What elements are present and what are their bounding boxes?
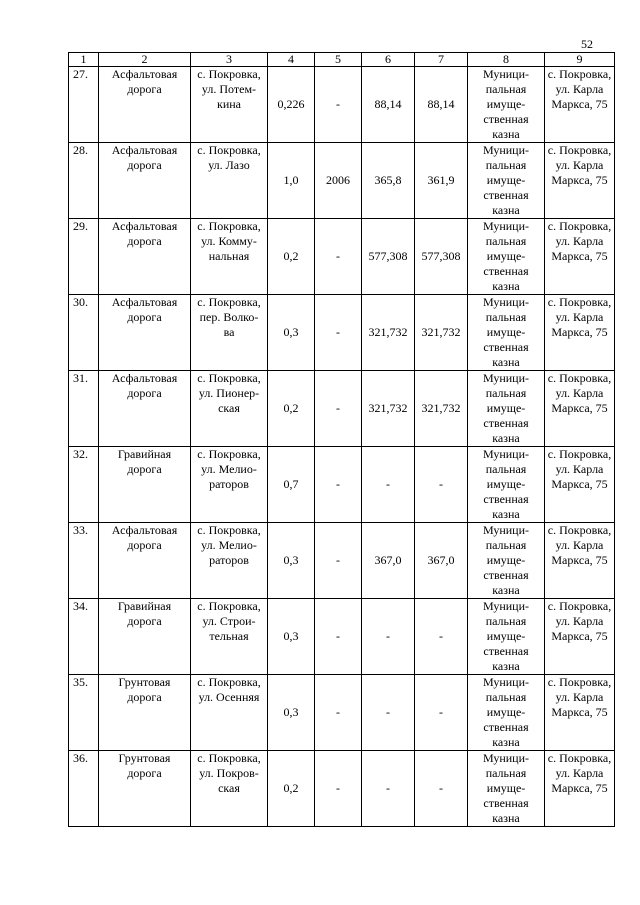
- ownership-cell-line: казна: [492, 431, 520, 445]
- length-cell: 0,3: [268, 295, 315, 371]
- holder-address-cell-line: ул. Карла: [555, 462, 604, 476]
- holder-address-cell-line: ул. Карла: [555, 158, 604, 172]
- table-row: [69, 143, 615, 219]
- ownership-cell-line: ственная: [483, 264, 529, 278]
- cost-cell: 577,308: [362, 219, 415, 295]
- object-name-cell-line: Асфальтовая: [111, 295, 178, 309]
- holder-address-cell-line: с. Покровка,: [547, 295, 612, 309]
- object-name-cell: [99, 751, 191, 827]
- row-number-cell: 32.: [69, 447, 99, 523]
- ownership-cell-line: ственная: [483, 796, 529, 810]
- holder-address-cell-line: с. Покровка,: [547, 219, 612, 233]
- object-name-cell: [99, 67, 191, 143]
- ownership-cell: [468, 675, 545, 751]
- ownership-cell-line: ственная: [483, 644, 529, 658]
- address-cell-line: ул. Комму-: [201, 234, 257, 248]
- ownership-cell-line: Муници-: [482, 523, 530, 537]
- year-cell: -: [315, 751, 362, 827]
- ownership-cell-line: имуще-: [486, 249, 526, 263]
- balance-cell: -: [415, 447, 468, 523]
- table-row: [69, 67, 615, 143]
- column-header: 6: [362, 53, 415, 67]
- address-cell: [191, 219, 268, 295]
- object-name-cell-line: Асфальтовая: [111, 219, 178, 233]
- ownership-cell-line: Муници-: [482, 675, 530, 689]
- cost-cell: 321,732: [362, 371, 415, 447]
- object-name-cell-line: дорога: [127, 690, 162, 704]
- ownership-cell-line: казна: [492, 659, 520, 673]
- object-name-cell: [99, 675, 191, 751]
- holder-address-cell: [545, 675, 615, 751]
- ownership-cell-line: Муници-: [482, 295, 530, 309]
- property-registry-table: [68, 52, 615, 827]
- balance-cell: 577,308: [415, 219, 468, 295]
- address-cell: [191, 675, 268, 751]
- address-cell-line: тельная: [209, 629, 249, 643]
- row-number-cell: 33.: [69, 523, 99, 599]
- address-cell: [191, 523, 268, 599]
- address-cell-line: ул. Потем-: [201, 82, 257, 96]
- table-row: [69, 447, 615, 523]
- object-name-cell-line: дорога: [127, 82, 162, 96]
- address-cell: [191, 751, 268, 827]
- holder-address-cell-line: ул. Карла: [555, 690, 604, 704]
- table-row: [69, 599, 615, 675]
- ownership-cell-line: казна: [492, 735, 520, 749]
- row-number-cell: 36.: [69, 751, 99, 827]
- year-cell: -: [315, 675, 362, 751]
- year-cell: -: [315, 371, 362, 447]
- object-name-cell: [99, 143, 191, 219]
- holder-address-cell-line: ул. Карла: [555, 82, 604, 96]
- ownership-cell-line: казна: [492, 583, 520, 597]
- cost-cell: 365,8: [362, 143, 415, 219]
- ownership-cell-line: ственная: [483, 720, 529, 734]
- table-row: [69, 523, 615, 599]
- cost-cell: -: [362, 751, 415, 827]
- ownership-cell-line: ственная: [483, 492, 529, 506]
- balance-cell: -: [415, 751, 468, 827]
- address-cell: [191, 447, 268, 523]
- address-cell-line: ул. Мелио-: [201, 462, 257, 476]
- object-name-cell-line: Асфальтовая: [111, 67, 178, 81]
- ownership-cell-line: пальная: [485, 158, 527, 172]
- address-cell-line: с. Покровка,: [197, 599, 261, 613]
- table-body: [69, 67, 615, 827]
- address-cell-line: ул. Пионер-: [198, 386, 260, 400]
- holder-address-cell-line: Маркса, 75: [551, 97, 608, 111]
- address-cell-line: нальная: [208, 249, 250, 263]
- ownership-cell-line: имуще-: [486, 325, 526, 339]
- cost-cell: 367,0: [362, 523, 415, 599]
- ownership-cell-line: имуще-: [486, 781, 526, 795]
- cost-cell: 321,732: [362, 295, 415, 371]
- holder-address-cell: [545, 751, 615, 827]
- ownership-cell: [468, 447, 545, 523]
- ownership-cell: [468, 751, 545, 827]
- length-cell: 0,2: [268, 751, 315, 827]
- holder-address-cell-line: ул. Карла: [555, 766, 604, 780]
- length-cell: 0,3: [268, 523, 315, 599]
- object-name-cell-line: Асфальтовая: [111, 143, 178, 157]
- address-cell-line: с. Покровка,: [197, 67, 261, 81]
- page-number: 52: [581, 37, 593, 51]
- year-cell: -: [315, 219, 362, 295]
- holder-address-cell-line: Маркса, 75: [551, 629, 608, 643]
- ownership-cell-line: имуще-: [486, 477, 526, 491]
- length-cell: 0,3: [268, 675, 315, 751]
- ownership-cell: [468, 371, 545, 447]
- holder-address-cell: [545, 219, 615, 295]
- address-cell-line: ская: [218, 401, 240, 415]
- column-header: 2: [99, 53, 191, 67]
- object-name-cell-line: дорога: [127, 766, 162, 780]
- year-cell: -: [315, 67, 362, 143]
- address-cell-line: ул. Покров-: [199, 766, 259, 780]
- object-name-cell-line: Грунтовая: [118, 675, 171, 689]
- table-row: [69, 675, 615, 751]
- object-name-cell-line: Асфальтовая: [111, 523, 178, 537]
- object-name-cell: [99, 523, 191, 599]
- column-header: 4: [268, 53, 315, 67]
- table-row: [69, 751, 615, 827]
- address-cell: [191, 143, 268, 219]
- ownership-cell-line: Муници-: [482, 219, 530, 233]
- holder-address-cell-line: с. Покровка,: [547, 67, 612, 81]
- holder-address-cell-line: Маркса, 75: [551, 401, 608, 415]
- year-cell: -: [315, 599, 362, 675]
- column-header: 7: [415, 53, 468, 67]
- length-cell: 0,7: [268, 447, 315, 523]
- column-header: 3: [191, 53, 268, 67]
- object-name-cell-line: дорога: [127, 158, 162, 172]
- row-number-cell: 34.: [69, 599, 99, 675]
- ownership-cell-line: пальная: [485, 386, 527, 400]
- holder-address-cell-line: Маркса, 75: [551, 705, 608, 719]
- length-cell: 1,0: [268, 143, 315, 219]
- cost-cell: -: [362, 599, 415, 675]
- object-name-cell-line: дорога: [127, 310, 162, 324]
- holder-address-cell: [545, 67, 615, 143]
- length-cell: 0,3: [268, 599, 315, 675]
- address-cell-line: ул. Лазо: [208, 158, 250, 172]
- holder-address-cell: [545, 523, 615, 599]
- ownership-cell-line: Муници-: [482, 599, 530, 613]
- holder-address-cell-line: с. Покровка,: [547, 523, 612, 537]
- holder-address-cell: [545, 371, 615, 447]
- address-cell-line: кина: [217, 97, 241, 111]
- ownership-cell: [468, 143, 545, 219]
- row-number-cell: 30.: [69, 295, 99, 371]
- holder-address-cell-line: Маркса, 75: [551, 325, 608, 339]
- row-number-cell: 31.: [69, 371, 99, 447]
- address-cell-line: с. Покровка,: [197, 447, 261, 461]
- table-row: [69, 371, 615, 447]
- ownership-cell-line: пальная: [485, 82, 527, 96]
- column-header: 8: [468, 53, 545, 67]
- year-cell: -: [315, 295, 362, 371]
- ownership-cell-line: казна: [492, 811, 520, 825]
- holder-address-cell-line: ул. Карла: [555, 386, 604, 400]
- object-name-cell-line: дорога: [127, 386, 162, 400]
- ownership-cell-line: имуще-: [486, 553, 526, 567]
- column-number-row: [69, 53, 615, 67]
- address-cell-line: с. Покровка,: [197, 751, 261, 765]
- ownership-cell-line: пальная: [485, 690, 527, 704]
- object-name-cell-line: Гравийная: [117, 599, 172, 613]
- balance-cell: 321,732: [415, 295, 468, 371]
- ownership-cell-line: казна: [492, 507, 520, 521]
- holder-address-cell-line: с. Покровка,: [547, 599, 612, 613]
- holder-address-cell-line: ул. Карла: [555, 234, 604, 248]
- balance-cell: 367,0: [415, 523, 468, 599]
- holder-address-cell-line: ул. Карла: [555, 614, 604, 628]
- holder-address-cell-line: Маркса, 75: [551, 477, 608, 491]
- address-cell-line: с. Покровка,: [197, 219, 261, 233]
- address-cell: [191, 599, 268, 675]
- address-cell-line: с. Покровка,: [197, 295, 261, 309]
- address-cell-line: с. Покровка,: [197, 523, 261, 537]
- holder-address-cell-line: ул. Карла: [555, 310, 604, 324]
- holder-address-cell-line: с. Покровка,: [547, 447, 612, 461]
- length-cell: 0,2: [268, 371, 315, 447]
- object-name-cell: [99, 295, 191, 371]
- balance-cell: -: [415, 675, 468, 751]
- holder-address-cell-line: ул. Карла: [555, 538, 604, 552]
- cost-cell: -: [362, 447, 415, 523]
- address-cell-line: с. Покровка,: [197, 675, 261, 689]
- object-name-cell-line: дорога: [127, 538, 162, 552]
- ownership-cell-line: ственная: [483, 112, 529, 126]
- ownership-cell-line: Муници-: [482, 371, 530, 385]
- holder-address-cell-line: Маркса, 75: [551, 553, 608, 567]
- column-header: 5: [315, 53, 362, 67]
- ownership-cell-line: ственная: [483, 416, 529, 430]
- ownership-cell: [468, 295, 545, 371]
- object-name-cell-line: Асфальтовая: [111, 371, 178, 385]
- table-row: [69, 295, 615, 371]
- holder-address-cell: [545, 143, 615, 219]
- length-cell: 0,2: [268, 219, 315, 295]
- holder-address-cell: [545, 447, 615, 523]
- ownership-cell: [468, 67, 545, 143]
- object-name-cell-line: дорога: [127, 234, 162, 248]
- year-cell: 2006: [315, 143, 362, 219]
- holder-address-cell: [545, 295, 615, 371]
- balance-cell: 88,14: [415, 67, 468, 143]
- year-cell: -: [315, 523, 362, 599]
- ownership-cell-line: казна: [492, 203, 520, 217]
- year-cell: -: [315, 447, 362, 523]
- holder-address-cell-line: с. Покровка,: [547, 371, 612, 385]
- column-header: 1: [69, 53, 99, 67]
- ownership-cell-line: казна: [492, 279, 520, 293]
- object-name-cell: [99, 447, 191, 523]
- balance-cell: 361,9: [415, 143, 468, 219]
- ownership-cell-line: казна: [492, 127, 520, 141]
- object-name-cell: [99, 599, 191, 675]
- ownership-cell-line: казна: [492, 355, 520, 369]
- address-cell-line: раторов: [209, 553, 249, 567]
- address-cell-line: ул. Строи-: [202, 614, 256, 628]
- object-name-cell-line: дорога: [127, 614, 162, 628]
- object-name-cell: [99, 371, 191, 447]
- address-cell-line: с. Покровка,: [197, 371, 261, 385]
- row-number-cell: 28.: [69, 143, 99, 219]
- ownership-cell-line: имуще-: [486, 705, 526, 719]
- table-row: [69, 219, 615, 295]
- ownership-cell-line: ственная: [483, 188, 529, 202]
- ownership-cell-line: имуще-: [486, 401, 526, 415]
- holder-address-cell-line: Маркса, 75: [551, 781, 608, 795]
- object-name-cell-line: Грунтовая: [118, 751, 171, 765]
- row-number-cell: 35.: [69, 675, 99, 751]
- ownership-cell: [468, 219, 545, 295]
- cost-cell: -: [362, 675, 415, 751]
- ownership-cell-line: ственная: [483, 340, 529, 354]
- address-cell-line: ская: [218, 781, 240, 795]
- balance-cell: 321,732: [415, 371, 468, 447]
- ownership-cell-line: имуще-: [486, 97, 526, 111]
- cost-cell: 88,14: [362, 67, 415, 143]
- address-cell-line: раторов: [209, 477, 249, 491]
- address-cell: [191, 67, 268, 143]
- object-name-cell: [99, 219, 191, 295]
- ownership-cell-line: Муници-: [482, 751, 530, 765]
- ownership-cell-line: имуще-: [486, 629, 526, 643]
- ownership-cell-line: Муници-: [482, 67, 530, 81]
- row-number-cell: 27.: [69, 67, 99, 143]
- ownership-cell-line: Муници-: [482, 447, 530, 461]
- holder-address-cell-line: Маркса, 75: [551, 173, 608, 187]
- holder-address-cell-line: Маркса, 75: [551, 249, 608, 263]
- holder-address-cell: [545, 599, 615, 675]
- length-cell: 0,226: [268, 67, 315, 143]
- object-name-cell-line: дорога: [127, 462, 162, 476]
- ownership-cell-line: пальная: [485, 310, 527, 324]
- ownership-cell-line: пальная: [485, 234, 527, 248]
- ownership-cell-line: имуще-: [486, 173, 526, 187]
- balance-cell: -: [415, 599, 468, 675]
- holder-address-cell-line: с. Покровка,: [547, 675, 612, 689]
- holder-address-cell-line: с. Покровка,: [547, 751, 612, 765]
- ownership-cell-line: Муници-: [482, 143, 530, 157]
- address-cell-line: пер. Волко-: [199, 310, 259, 324]
- object-name-cell-line: Гравийная: [117, 447, 172, 461]
- ownership-cell-line: пальная: [485, 766, 527, 780]
- address-cell: [191, 295, 268, 371]
- row-number-cell: 29.: [69, 219, 99, 295]
- address-cell-line: ул. Осенняя: [198, 690, 260, 704]
- ownership-cell-line: пальная: [485, 538, 527, 552]
- address-cell-line: с. Покровка,: [197, 143, 261, 157]
- ownership-cell-line: пальная: [485, 462, 527, 476]
- address-cell: [191, 371, 268, 447]
- ownership-cell-line: пальная: [485, 614, 527, 628]
- ownership-cell: [468, 523, 545, 599]
- address-cell-line: ул. Мелио-: [201, 538, 257, 552]
- ownership-cell: [468, 599, 545, 675]
- ownership-cell-line: ственная: [483, 568, 529, 582]
- column-header: 9: [545, 53, 615, 67]
- address-cell-line: ва: [223, 325, 235, 339]
- holder-address-cell-line: с. Покровка,: [547, 143, 612, 157]
